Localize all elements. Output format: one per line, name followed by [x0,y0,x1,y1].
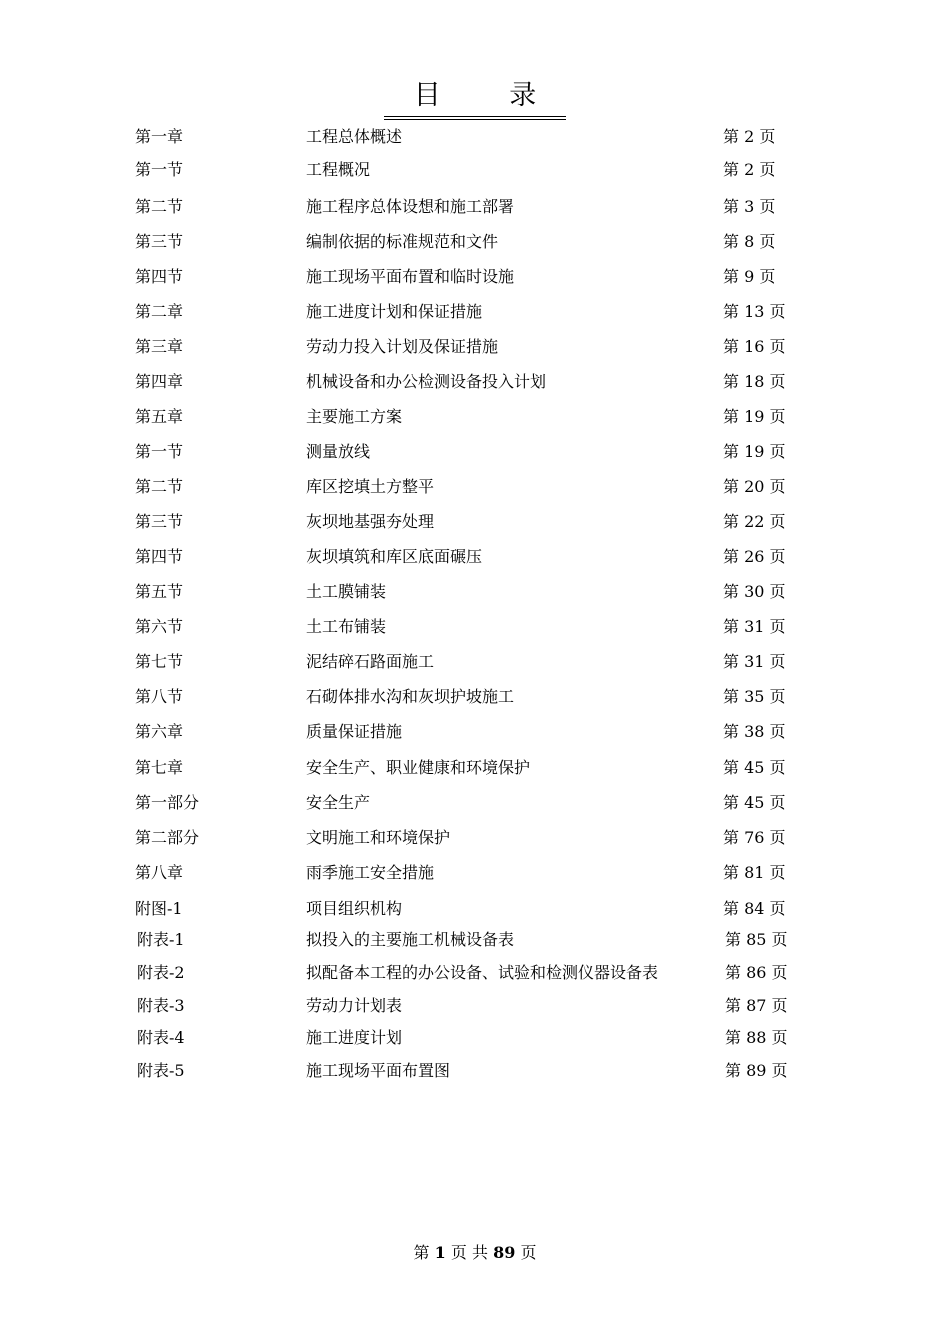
toc-entry-title: 拟配备本工程的办公设备、试验和检测仪器设备表 [306,963,659,982]
toc-entry-number: 第五章 [135,407,184,426]
toc-entry-page: 第 8 页 [723,232,776,251]
toc-entry [0,439,950,465]
toc-entry-title: 拟投入的主要施工机械设备表 [306,930,515,949]
toc-entry-number: 第七节 [135,652,184,671]
toc-entry-title: 施工进度计划 [306,1028,403,1047]
toc-entry [0,719,950,745]
toc-entry-number: 第六节 [135,617,184,636]
toc-entry-page: 第 20 页 [723,477,786,496]
toc-entry-number: 第一部分 [135,793,200,812]
toc-entry-title: 工程概况 [306,160,371,179]
toc-entry-number: 第四节 [135,267,184,286]
toc-entry-page: 第 89 页 [725,1061,788,1080]
toc-entry-page: 第 2 页 [723,127,776,146]
toc-entry-title: 土工布铺装 [306,617,387,636]
toc-entry [0,684,950,710]
toc-entry-page: 第 85 页 [725,930,788,949]
toc-entry-number: 第三节 [135,512,184,531]
toc-entry-page: 第 84 页 [723,899,786,918]
toc-entry-title: 施工程序总体设想和施工部署 [306,197,515,216]
footer-prefix: 第 [413,1243,430,1262]
toc-entry [0,649,950,675]
toc-entry-page: 第 31 页 [723,617,786,636]
toc-entry [0,544,950,570]
toc-entry-page: 第 76 页 [723,828,786,847]
toc-entry-title: 雨季施工安全措施 [306,863,435,882]
toc-entry-number: 附表-3 [137,996,185,1015]
toc-entry-title: 劳动力计划表 [306,996,403,1015]
toc-entry-title: 灰坝填筑和库区底面碾压 [306,547,483,566]
toc-entry [0,157,950,183]
toc-entry [0,927,950,953]
toc-entry-page: 第 45 页 [723,793,786,812]
footer-current-page: 1 [434,1243,446,1262]
toc-entry [0,509,950,535]
page-title: 目 录 [384,78,567,120]
footer-middle: 页 共 [450,1243,488,1262]
toc-entry-number: 第六章 [135,722,184,741]
toc-entry [0,264,950,290]
toc-entry-number: 第四章 [135,372,184,391]
toc-title-block [0,78,950,120]
toc-entry [0,860,950,886]
toc-entry-page: 第 18 页 [723,372,786,391]
toc-entry-page: 第 38 页 [723,722,786,741]
toc-entry [0,993,950,1019]
toc-entry [0,579,950,605]
toc-entry-page: 第 88 页 [725,1028,788,1047]
toc-entry-page: 第 86 页 [725,963,788,982]
toc-entry [0,614,950,640]
page-footer [0,1241,950,1265]
toc-entry [0,790,950,816]
toc-entry [0,755,950,781]
toc-entry-title: 安全生产、职业健康和环境保护 [306,758,531,777]
toc-entry-title: 质量保证措施 [306,722,403,741]
toc-entry-number: 第三章 [135,337,184,356]
toc-entry-number: 第二章 [135,302,184,321]
toc-entry-title: 测量放线 [306,442,371,461]
toc-entry-page: 第 45 页 [723,758,786,777]
toc-entry-page: 第 3 页 [723,197,776,216]
toc-entry [0,299,950,325]
toc-entry-title: 劳动力投入计划及保证措施 [306,337,499,356]
toc-entry [0,960,950,986]
toc-entry-page: 第 2 页 [723,160,776,179]
footer-total-pages: 89 [493,1243,516,1262]
toc-entry-number: 第五节 [135,582,184,601]
toc-entry-title: 灰坝地基强夯处理 [306,512,435,531]
toc-entry-page: 第 13 页 [723,302,786,321]
toc-entry [0,1025,950,1051]
toc-entry-page: 第 31 页 [723,652,786,671]
toc-entry [0,1058,950,1084]
toc-entry-title: 泥结碎石路面施工 [306,652,435,671]
toc-entry [0,229,950,255]
toc-entry-number: 第一节 [135,160,184,179]
toc-entry-page: 第 22 页 [723,512,786,531]
toc-entry [0,896,950,922]
toc-entry-number: 附表-4 [137,1028,185,1047]
toc-entry-number: 第四节 [135,547,184,566]
toc-entry-page: 第 19 页 [723,407,786,426]
toc-entry [0,474,950,500]
toc-entry-title: 石砌体排水沟和灰坝护坡施工 [306,687,515,706]
toc-entry-title: 施工现场平面布置图 [306,1061,451,1080]
toc-entry-page: 第 35 页 [723,687,786,706]
toc-entry-title: 文明施工和环境保护 [306,828,451,847]
toc-entry-number: 第七章 [135,758,184,777]
toc-entry [0,124,950,150]
toc-entry-title: 工程总体概述 [306,127,403,146]
toc-entry-number: 第三节 [135,232,184,251]
toc-entry [0,334,950,360]
toc-entry-title: 施工进度计划和保证措施 [306,302,483,321]
toc-entry-number: 第八节 [135,687,184,706]
toc-entry-number: 第二节 [135,477,184,496]
toc-entry-page: 第 16 页 [723,337,786,356]
toc-entry-page: 第 87 页 [725,996,788,1015]
toc-entry-title: 编制依据的标准规范和文件 [306,232,499,251]
toc-entry-number: 第二部分 [135,828,200,847]
toc-entry-number: 第八章 [135,863,184,882]
toc-entry-title: 安全生产 [306,793,371,812]
toc-entry-number: 附表-1 [137,930,185,949]
toc-entry-number: 第二节 [135,197,184,216]
toc-entry-number: 附表-2 [137,963,185,982]
toc-entry-title: 主要施工方案 [306,407,403,426]
toc-entry-number: 附表-5 [137,1061,185,1080]
toc-entry-page: 第 26 页 [723,547,786,566]
toc-entry-title: 库区挖填土方整平 [306,477,435,496]
toc-entry-title: 机械设备和办公检测设备投入计划 [306,372,547,391]
toc-entry-number: 第一节 [135,442,184,461]
toc-entry [0,825,950,851]
toc-entry-number: 第一章 [135,127,184,146]
toc-entry-page: 第 9 页 [723,267,776,286]
toc-entry [0,194,950,220]
toc-entry [0,404,950,430]
toc-entry-title: 施工现场平面布置和临时设施 [306,267,515,286]
toc-entry-page: 第 81 页 [723,863,786,882]
toc-entry-number: 附图-1 [135,899,183,918]
toc-entry-title: 土工膜铺装 [306,582,387,601]
toc-entry-page: 第 19 页 [723,442,786,461]
toc-entry-page: 第 30 页 [723,582,786,601]
footer-suffix: 页 [520,1243,537,1262]
toc-entry [0,369,950,395]
toc-entry-title: 项目组织机构 [306,899,403,918]
